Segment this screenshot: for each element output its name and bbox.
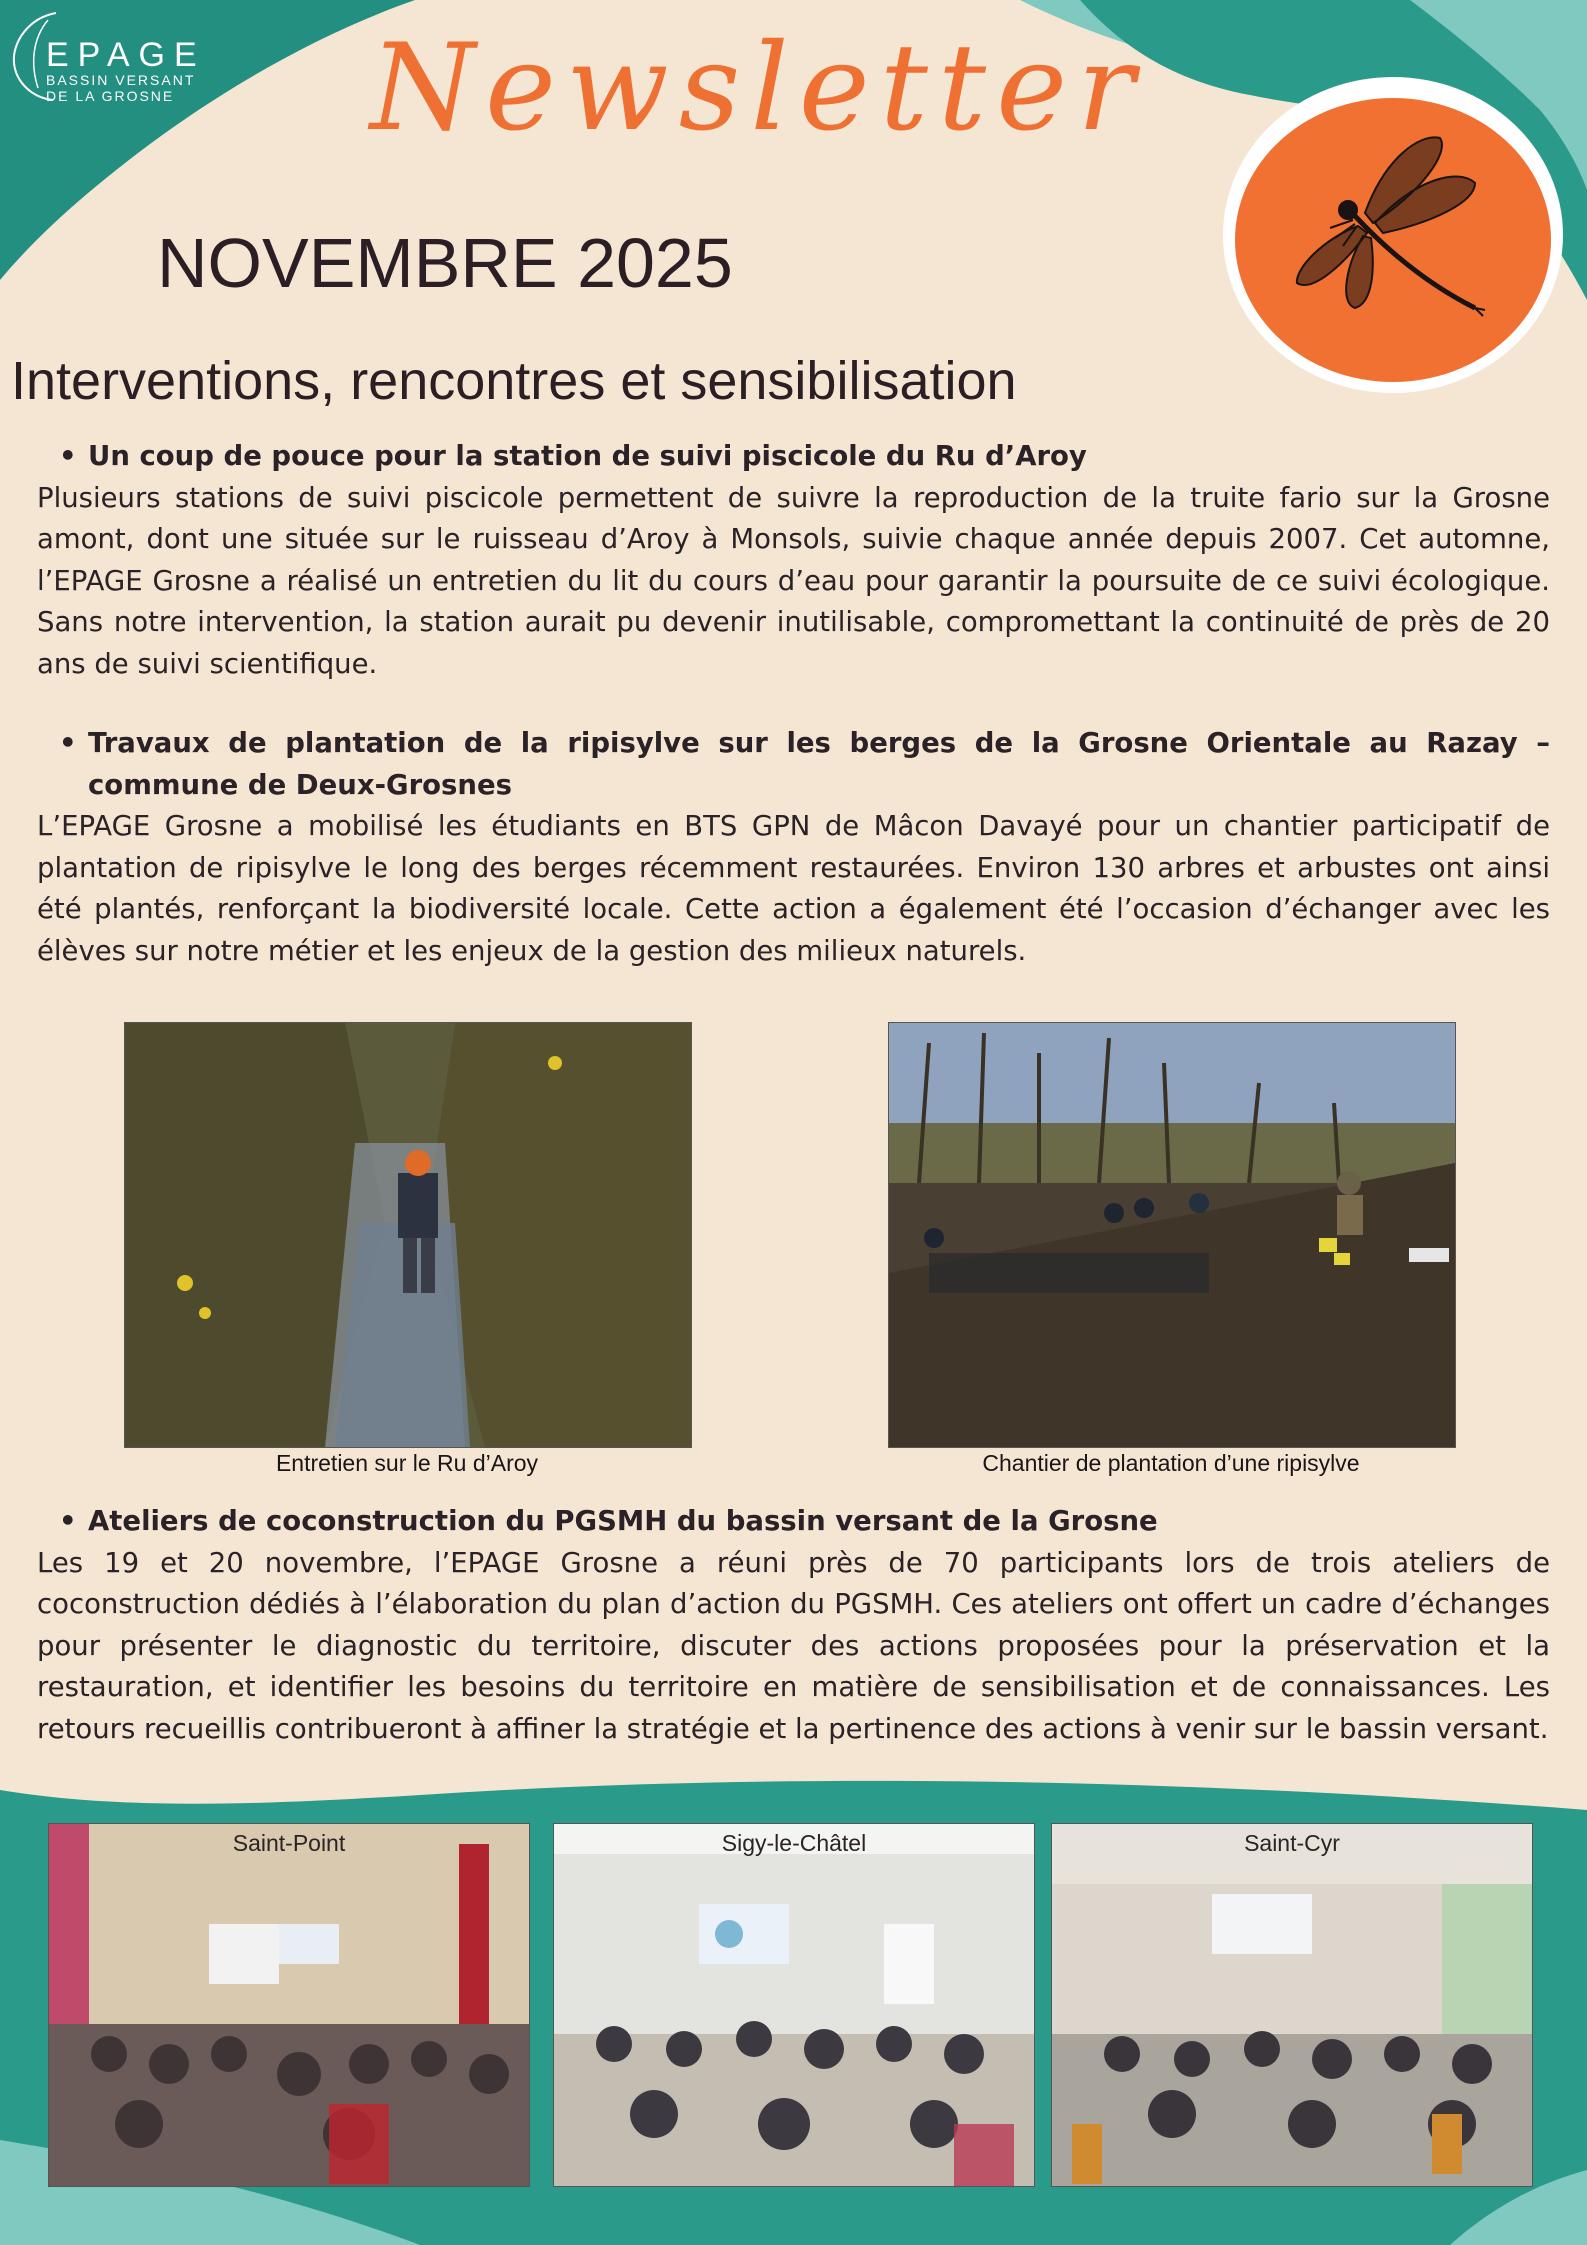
caption-photo-1: Entretien sur le Ru d’Aroy <box>275 1450 539 1476</box>
article-3-heading <box>37 1501 1550 1543</box>
article-3-body: Les 19 et 20 novembre, l’EPAGE Grosne a réuni près de 70 participants lors de trois ateliers de coconstruction dédiés à l’élaboration du plan d’action du PGSMH. Ces ateliers ont offert un cadre d’échanges pour présenter le diagnostic du territoire, discuter des actions proposées pour la préservation et la restauration, et identifier les besoins du territoire en matière de sensibilisation et de connaissances. Les retours recueillis contribueront à affiner la stratégie et la pertinence des actions à venir sur le bassin versant. <box>37 1546 1550 1745</box>
photo-plantation <box>888 1022 1456 1448</box>
article-2-heading-text: Travaux de plantation de la ripisylve sur les berges de la Grosne Orientale au Razay – commune de Deux-Grosnes <box>88 727 1550 801</box>
bullet-icon: • <box>59 727 77 759</box>
bullet-icon: • <box>59 440 77 472</box>
dragonfly-icon <box>1235 98 1551 382</box>
workshop-place-2: Sigy-le-Châtel <box>721 1830 867 1856</box>
photo-workshop-saint-cyr <box>1051 1823 1533 2187</box>
article-2-heading <box>37 723 1550 806</box>
logo-subtitle-1: BASSIN VERSANT <box>46 72 196 88</box>
article-3 <box>37 1501 1550 1750</box>
photo-workshop-sigy <box>553 1823 1035 2187</box>
article-1 <box>37 436 1550 685</box>
photo-workshop-saint-point <box>48 1823 530 2187</box>
caption-photo-2: Chantier de plantation d’une ripisylve <box>982 1450 1360 1476</box>
article-3-heading-text: Ateliers de coconstruction du PGSMH du bassin versant de la Grosne <box>88 1505 1158 1537</box>
workshop-place-1: Saint-Point <box>232 1830 346 1856</box>
article-2-body: L’EPAGE Grosne a mobilisé les étudiants en BTS GPN de Mâcon Davayé pour un chantier participatif de plantation de ripisylve le long des berges récemment restaurées. Environ 130 arbres et arbustes ont ainsi été plantés, renforçant la biodiversité locale. Cette action a également été l’occasion d’échanger avec les élèves sur notre métier et les enjeux de la gestion des milieux naturels. <box>37 810 1550 967</box>
logo-wordmark: EPAGE <box>46 36 206 74</box>
section-title: Interventions, rencontres et sensibilisation <box>11 351 1017 411</box>
dragonfly-badge <box>1235 98 1551 382</box>
epage-logo <box>8 8 208 103</box>
article-2 <box>37 723 1550 972</box>
photo-ru-aroy <box>124 1022 692 1448</box>
logo-subtitle-2: DE LA GROSNE <box>46 88 175 104</box>
article-1-heading <box>37 436 1550 478</box>
article-1-heading-text: Un coup de pouce pour la station de suivi piscicole du Ru d’Aroy <box>88 440 1087 472</box>
newsletter-title: Newsletter <box>370 19 1145 158</box>
workshop-place-3: Saint-Cyr <box>1244 1830 1340 1856</box>
article-1-body: Plusieurs stations de suivi piscicole permettent de suivre la reproduction de la truite fario sur la Grosne amont, dont une située sur le ruisseau d’Aroy à Monsols, suivie chaque année depuis 2007. Cet automne, l’EPAGE Grosne a réalisé un entretien du lit du cours d’eau pour garantir la poursuite de ce suivi écologique. Sans notre intervention, la station aurait pu devenir inutilisable, compromettant la continuité de près de 20 ans de suivi scientifique. <box>37 481 1550 680</box>
bullet-icon: • <box>59 1505 77 1537</box>
issue-month: NOVEMBRE 2025 <box>157 224 733 302</box>
